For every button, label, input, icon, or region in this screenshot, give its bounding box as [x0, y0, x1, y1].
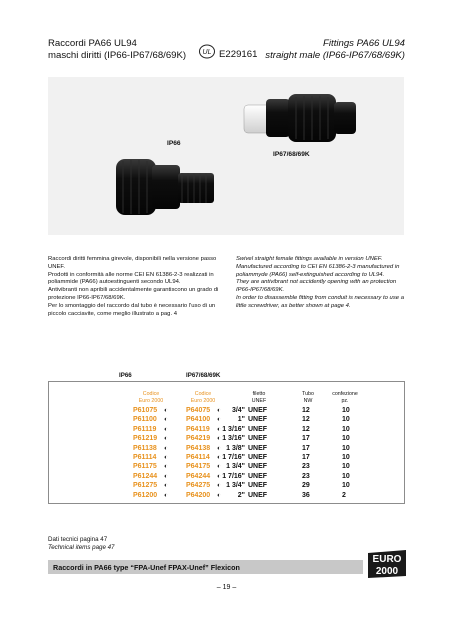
code-ip66: P61114 [133, 454, 157, 461]
code-ip66: P61244 [133, 472, 158, 480]
thread-type: UNEF [248, 482, 268, 490]
logo-text-euro: EURO [372, 554, 402, 565]
code-ip67: P64275 [186, 482, 211, 490]
product-icon: ◐ [217, 407, 221, 414]
pack-qty: 10 [342, 435, 350, 443]
thread-type: UNEF [248, 454, 268, 461]
footer-title: Raccordi in PA66 type “FPA-Unef FPAX-Unef” Flexicon [53, 563, 240, 572]
product-photo [48, 77, 404, 235]
code-ip66: P61075 [133, 407, 158, 414]
table-row [49, 491, 404, 500]
pack-qty: 10 [342, 482, 350, 490]
product-icon: ◐ [164, 454, 168, 461]
conduit-size: 17 [302, 444, 310, 452]
product-icon: ◐ [164, 425, 168, 433]
code-ip67: P64175 [186, 463, 211, 471]
product-icon: ◐ [217, 444, 221, 452]
table-row [49, 481, 404, 490]
dati-it: Dati tecnici pagina 47 [48, 536, 108, 543]
product-icon: ◐ [217, 435, 221, 443]
table-row [49, 462, 404, 471]
code-ip66: P61119 [133, 425, 157, 433]
code-ip67: P64138 [186, 444, 211, 452]
header-size: Tubo NW [302, 391, 314, 404]
header-left [48, 38, 186, 61]
conduit-size: 36 [302, 491, 310, 499]
thread-type: UNEF [248, 463, 268, 471]
thread-size: 1 3/16" [222, 435, 245, 443]
product-icon: ◐ [217, 425, 221, 433]
thread-size: 1 3/4" [226, 463, 245, 471]
svg-text:UL: UL [202, 49, 212, 56]
technical-reference [48, 536, 115, 552]
thread-size: 1 7/16" [222, 472, 245, 480]
cert-number: E229161 [219, 49, 258, 60]
code-ip67: P64075 [186, 407, 211, 414]
group-label-ip66: IP66 [119, 372, 132, 379]
thread-type: UNEF [248, 407, 268, 414]
thread-type: UNEF [248, 444, 268, 452]
product-icon: ◐ [164, 472, 168, 480]
thread-type: UNEF [248, 472, 268, 480]
product-icon: ◐ [164, 407, 168, 414]
header-pack: confezione pz. [332, 391, 358, 404]
product-icon: ◐ [164, 491, 168, 499]
table-row [49, 444, 404, 453]
thread-type: UNEF [248, 425, 268, 433]
title-it: Raccordi PA66 UL94 [48, 38, 137, 49]
product-icon: ◐ [164, 482, 168, 490]
desc-en-para: In order to disassemble fitting from conduit is necessary to use a little screwdriver, as better shown at page 4. [236, 294, 404, 309]
label-ip66: IP66 [167, 140, 181, 147]
subtitle-it: maschi diritti (IP66-IP67/68/69K) [48, 49, 187, 61]
thread-type: UNEF [248, 435, 268, 443]
conduit-size: 12 [302, 407, 310, 414]
product-icon: ◐ [217, 416, 221, 424]
conduit-size: 12 [302, 416, 310, 424]
desc-en-para: They are antivibrant not accidently opening with an protection IP66-IP67/68/69K. [236, 279, 397, 294]
pack-qty: 2 [342, 491, 346, 499]
code-ip66: P61175 [133, 463, 157, 471]
product-icon: ◐ [164, 416, 168, 424]
pack-qty: 10 [342, 472, 350, 480]
group-label-ip67: IP67/68/69K [186, 372, 221, 379]
thread-type: UNEF [248, 416, 268, 424]
conduit-size: 17 [302, 435, 310, 443]
header-code-ip66: Codice Euro 2000 [138, 391, 164, 404]
label-ip67: IP67/68/69K [273, 151, 310, 158]
product-icon: ◐ [164, 463, 168, 471]
conduit-size: 23 [302, 472, 310, 480]
pack-qty: 10 [342, 463, 350, 471]
table-row [49, 434, 404, 443]
table-row [49, 472, 404, 481]
code-ip66: P61219 [133, 435, 158, 443]
desc-it-para: Raccordi diritti femmina girevole, disponibili nella versione passo UNEF. [48, 256, 217, 270]
dati-en: Technical items page 47 [48, 544, 115, 551]
pack-qty: 10 [342, 425, 350, 433]
desc-en-para: Manufactured according to CEI EN 61386-2-3 manufactured in poliammyde (PA66) self-extinguished according to UL94. [236, 263, 400, 278]
code-ip67: P64244 [186, 472, 211, 480]
product-icon: ◐ [217, 463, 221, 471]
subtitle-en: straight male (IP66-IP67/68/69K) [265, 49, 405, 61]
thread-size: 1 3/16" [222, 425, 245, 433]
conduit-size: 12 [302, 425, 310, 433]
table-row [49, 415, 404, 424]
desc-it-para: Antivibranti non apribili accidentalmente garantiscono un grado di protezione IP66-IP67/68/69K. [48, 287, 219, 301]
ul-certification-icon [198, 44, 216, 59]
thread-size: 1 7/16" [222, 454, 245, 461]
code-ip66: P61200 [133, 491, 158, 499]
page-number: – 19 – [216, 584, 237, 591]
code-ip67: P64114 [186, 454, 210, 461]
desc-it-para: Per lo smontaggio del raccordo dal tubo è necessario l'uso di un piccolo cacciavite, come meglio illustrato a pag. 4 [48, 302, 216, 317]
product-icon: ◐ [164, 444, 168, 452]
pack-qty: 10 [342, 444, 350, 452]
pack-qty: 10 [342, 407, 350, 414]
code-ip66: P61138 [133, 444, 157, 452]
description-italian [48, 256, 226, 318]
thread-type: UNEF [248, 491, 268, 499]
table-row [49, 406, 404, 415]
thread-size: 1" [237, 416, 245, 424]
header-thread: filetto UNEF [251, 391, 267, 404]
table-row [49, 425, 404, 434]
table-row [49, 453, 404, 462]
logo-text-2000: 2000 [375, 566, 399, 577]
product-icon: ◐ [217, 472, 221, 480]
product-icon: ◐ [217, 454, 221, 461]
product-icon: ◐ [217, 482, 221, 490]
header-right [265, 38, 405, 61]
conduit-size: 29 [302, 482, 310, 490]
fitting-ip67-image [244, 94, 356, 142]
fittings-illustration [48, 77, 404, 235]
code-ip66: P61100 [133, 416, 157, 424]
thread-size: 1 3/8" [226, 444, 245, 452]
euro2000-logo [366, 549, 408, 579]
title-en: Fittings PA66 UL94 [323, 38, 405, 49]
product-table [48, 381, 405, 504]
thread-size: 3/4" [231, 407, 245, 414]
code-ip67: P64200 [186, 491, 211, 499]
thread-size: 2" [237, 491, 245, 499]
pack-qty: 10 [342, 416, 350, 424]
desc-en-para: Swivel straight female fittings available in version UNEF. [236, 256, 383, 262]
code-ip67: P64119 [186, 425, 210, 433]
code-ip66: P61275 [133, 482, 158, 490]
pack-qty: 10 [342, 454, 350, 461]
product-icon: ◐ [217, 491, 221, 499]
product-icon: ◐ [164, 435, 168, 443]
code-ip67: P64219 [186, 435, 211, 443]
description-english [236, 256, 408, 311]
fitting-ip66-image [116, 159, 214, 215]
desc-it-para: Prodotti in conformità alle norme CEI EN 61386-2-3 realizzati in poliammide (PA66) autoestinguenti secondo UL94. [48, 271, 214, 286]
code-ip67: P64100 [186, 416, 211, 424]
conduit-size: 17 [302, 454, 310, 461]
header-code-ip67: Codice Euro 2000 [190, 391, 216, 404]
thread-size: 1 3/4" [226, 482, 245, 490]
conduit-size: 23 [302, 463, 310, 471]
